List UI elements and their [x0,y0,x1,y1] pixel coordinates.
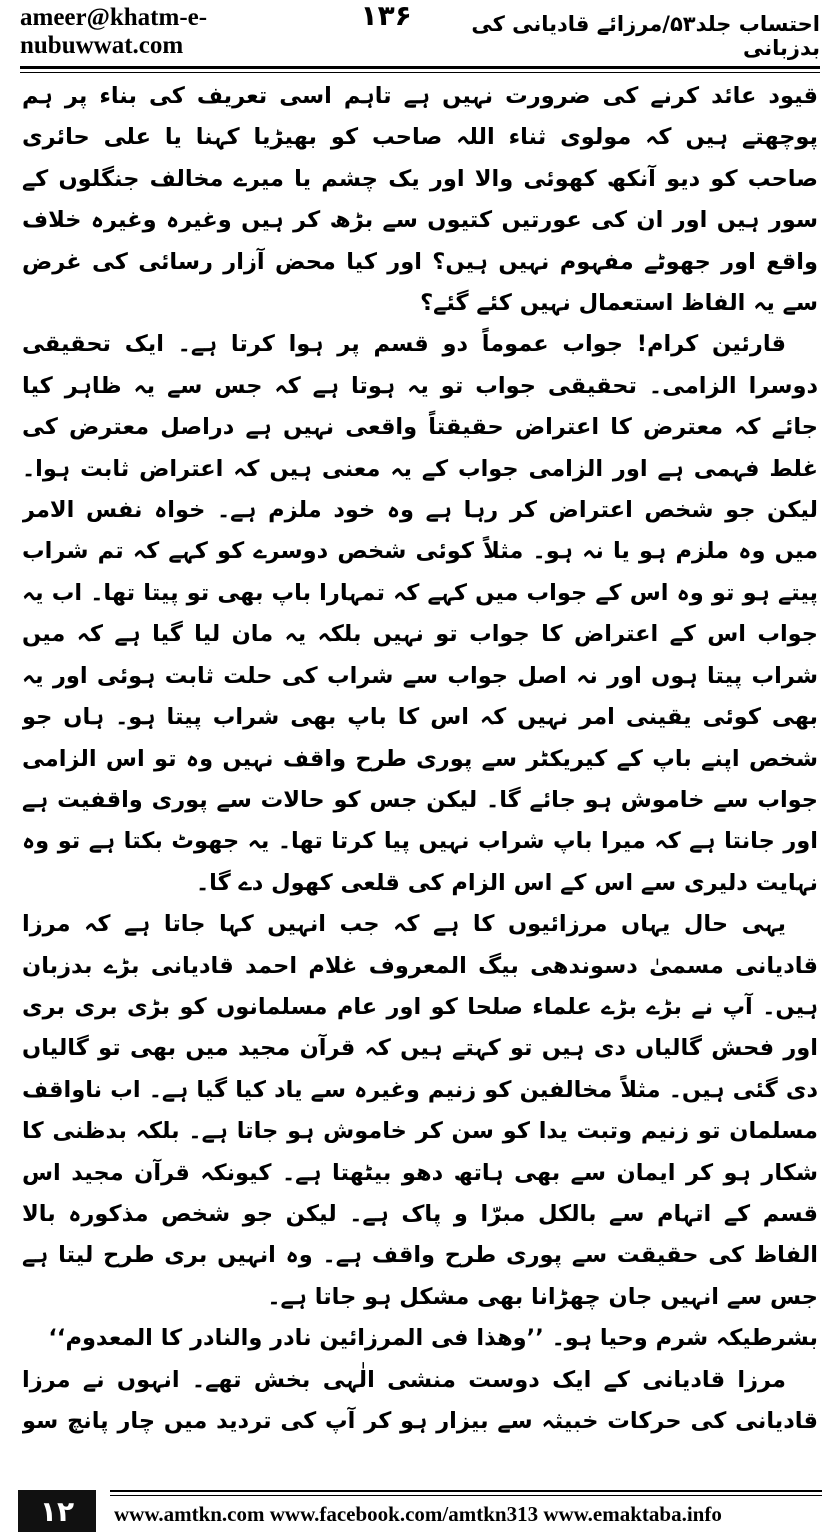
header-left [20,0,412,60]
header-rule-thin [20,72,820,73]
body-text [22,76,818,1450]
paragraph-5: مرزا قادیانی کے ایک دوست منشی الٰہی بخش تھے۔ انہوں نے مرزا قادیانی کی حرکات خبیثہ سے بیزار ہو کر آپ کی تردید میں چار پانچ سو [22,1366,818,1434]
paragraph-2: قارئین کرام! جواب عموماً دو قسم پر ہوا کرتا ہے۔ ایک تحقیقی دوسرا الزامی۔ تحقیقی جواب تو یہ ہوتا ہے کہ جس سے یہ ظاہر کیا جائے کہ معترض کا اعتراض حقیقتاً واقعی نہیں ہے دراصل معترض کی غلط فہمی ہے اور الزامی جواب کے یہ معنی ہیں کہ اعتراض ثابت ہوا۔ لیکن جو شخص اعتراض کر رہا ہے وہ خود ملزم ہے۔ خواہ نفس الامر میں وہ ملزم ہو یا نہ ہو۔ مثلاً کوئی شخص دوسرے کو کہے کہ تم شراب پیتے ہو تو وہ اس کے جواب میں کہے کہ تمہارا باپ بھی تو پیتا تھا۔ اب یہ جواب اس کے اعتراض کا جواب تو نہیں بلکہ یہ مان لیا گیا ہے کہ میں شراب پیتا ہوں اور نہ اصل جواب سے شراب کی حلت ثابت ہوئی اور یہ بھی کوئی یقینی امر نہیں کہ اس کا باپ بھی شراب پیتا ہو۔ ہاں جو شخص اپنے باپ کے کیریکٹر سے پوری طرح واقف نہیں وہ تو اس الزامی جواب سے خاموش ہو جائے گا۔ لیکن جس کو حالات سے پوری واقفیت ہے اور جانتا ہے کہ میرا باپ شراب نہیں پیا کرتا تھا۔ یہ جھوٹ بکتا ہے تو وہ نہایت دلیری سے اس کے اس الزام کی قلعی کھول دے گا۔ [22,331,818,896]
header-email: ameer@khatm-e-nubuwwat.com [20,4,208,59]
footer-rule-thin [110,1495,822,1496]
page-header [20,0,820,60]
footer-rule-thick [110,1490,822,1492]
paragraph-4: بشرطیکہ شرم وحیا ہو۔ ’’وھذا فی المرزائین نادر والنادر کا المعدوم‘‘ [48,1325,818,1352]
footer-page-number: ۱۲ [18,1490,96,1532]
header-page-number: ۱۳۶ [360,0,412,32]
paragraph-3: یہی حال یہاں مرزائیوں کا ہے کہ جب انہیں کہا جاتا ہے کہ مرزا قادیانی مسمیٰ دسوندھی بیگ المعروف غلام احمد قادیانی بڑے بدزبان ہیں۔ آپ نے بڑے بڑے علماء صلحا کو اور عام مسلمانوں کو بڑی بری بری اور فحش گالیاں دی ہیں تو کہتے ہیں کہ قرآن مجید میں بھی تو گالیاں دی گئی ہیں۔ مثلاً مخالفین کو زنیم وغیرہ سے یاد کیا گیا ہے۔ اب ناواقف مسلمان تو زنیم وتبت یدا کو سن کر خاموش ہو جاتا ہے۔ بلکہ بدظنی کا شکار ہو کر ایمان سے بھی ہاتھ دھو بیٹھتا ہے۔ کیونکہ قرآن مجید اس قسم کے اتہام سے بالکل مبرّا و پاک ہے۔ لیکن جو شخص مذکورہ بالا الفاظ کی حقیقت سے پوری طرح واقف ہے۔ وہ انہیں بری طرح لیتا ہے جس سے انہیں جان چھڑانا بھی مشکل ہو جاتا ہے۔ [22,911,818,1310]
paragraph-1: قیود عائد کرنے کی ضرورت نہیں ہے تاہم اسی تعریف کی بناء پر ہم پوچھتے ہیں کہ مولوی ثناء اللہ صاحب کو بھیڑیا کہنا یا علی حائری صاحب کو دیو آنکھ کھوئی والا اور یک چشم یا میرے مخالف جنگلوں کے سور ہیں اور ان کی عورتیں کتیوں سے بڑھ کر ہیں وغیرہ وغیرہ خلاف واقع اور جھوٹے مفہوم نہیں ہیں؟ اور کیا محض آزار رسائی کی غرض سے یہ الفاظ استعمال نہیں کئے گئے؟ [22,83,818,317]
page-footer [18,1490,822,1532]
header-rule-thick [20,66,820,69]
footer-links[interactable]: www.amtkn.com www.facebook.com/amtkn313 www.emaktaba.info [114,1502,722,1526]
header-title: احتساب جلد۵۳/مرزائے قادیانی کی بدزبانی [471,12,820,60]
